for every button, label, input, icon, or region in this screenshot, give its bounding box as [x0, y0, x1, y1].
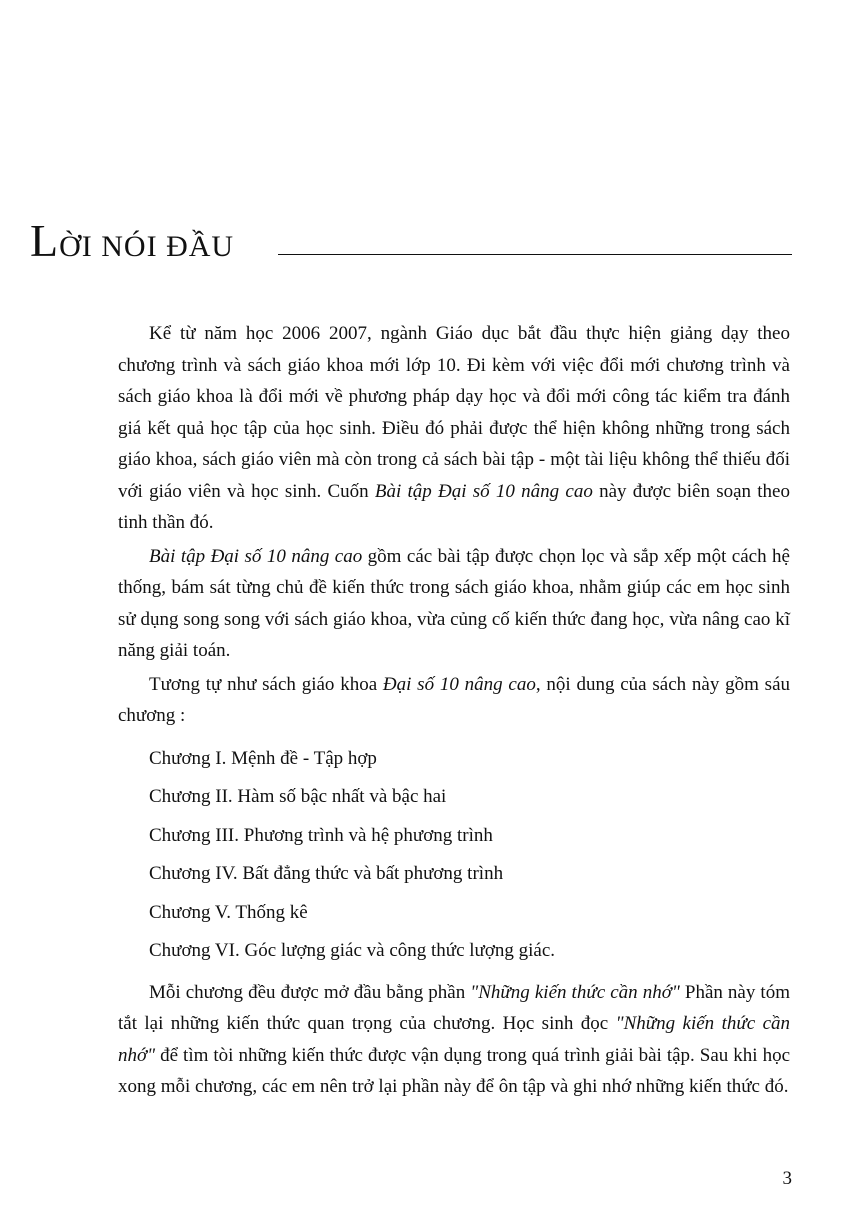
chapter-item: Chương III. Phương trình và hệ phương trình	[149, 824, 493, 846]
paragraph-intro-end: này được biên soạn theo tinh thần đó.	[118, 480, 790, 533]
chapter-item: Chương I. Mệnh đề - Tập hợp	[149, 747, 377, 769]
chapter-item: Chương VI. Góc lượng giác và công thức lượng giác.	[149, 940, 556, 961]
paragraph-intro	[118, 318, 790, 539]
paragraph-book-text: gồm các bài tập được chọn lọc và sắp xếp một cách hệ thống, bám sát từng chủ đề kiến thức trong sách giáo khoa, nhằm giúp các em học sinh sử dụng song song với sách giáo khoa, vừa củng cố kiến thức đang học, vừa nâng cao kĩ năng giải toán.	[118, 545, 790, 661]
paragraph-book	[118, 541, 790, 667]
page-number: 3	[782, 1168, 792, 1189]
body-text	[118, 318, 790, 1103]
heading-rule	[278, 254, 792, 255]
paragraph-content-end: , nội dung của sách này gồm sáu chương :	[118, 673, 791, 726]
heading-rest: ỜI NÓI ĐẦU	[59, 230, 235, 263]
section-quote: "Những kiến thức cần nhớ"	[470, 981, 680, 1003]
section-quote: "Những kiến thức cần nhớ"	[118, 1013, 791, 1066]
paragraph-content	[118, 669, 790, 732]
paragraph-summary-end: để tìm tòi những kiến thức được vận dụng trong quá trình giải bài tập. Sau khi học xong mỗi chương, các em nên trở lại phần này để ôn tập và ghi nhớ những kiến thức đó.	[118, 1044, 790, 1097]
paragraph-intro-text: Kể từ năm học 2006 2007, ngành Giáo dục bắt đầu thực hiện giảng dạy theo chương trình và sách giáo khoa mới lớp 10. Đi kèm với việc đổi mới chương trình và sách giáo khoa là đổi mới về phương pháp dạy học và đổi mới công tác kiểm tra đánh giá kết quả học tập của học sinh. Điều đó phải được thể hiện không những trong sách giáo khoa, sách giáo viên mà còn trong cả sách bài tập - một tài liệu không thể thiếu đối với giáo viên và học sinh. Cuốn	[118, 323, 790, 502]
paragraph-content-text: Tương tự như sách giáo khoa	[149, 673, 383, 695]
paragraph-summary-text: Phần này tóm tắt lại những kiến thức quan trọng của chương. Học sinh đọc	[118, 981, 790, 1034]
textbook-title: Đại số 10 nâng cao	[382, 673, 536, 695]
chapter-list	[118, 740, 790, 971]
page-heading	[30, 212, 792, 264]
book-title: Bài tập Đại số 10 nâng cao	[149, 545, 363, 567]
heading-initial: L	[30, 215, 60, 266]
heading-title	[30, 215, 235, 266]
chapter-item: Chương II. Hàm số bậc nhất và bậc hai	[149, 786, 447, 807]
paragraph-summary	[118, 977, 790, 1103]
paragraph-summary-text: Mỗi chương đều được mở đầu bằng phần	[149, 981, 471, 1003]
chapter-item: Chương V. Thống kê	[149, 901, 308, 923]
chapter-item: Chương IV. Bất đẳng thức và bất phương trình	[149, 863, 504, 884]
book-title: Bài tập Đại số 10 nâng cao	[374, 480, 593, 502]
